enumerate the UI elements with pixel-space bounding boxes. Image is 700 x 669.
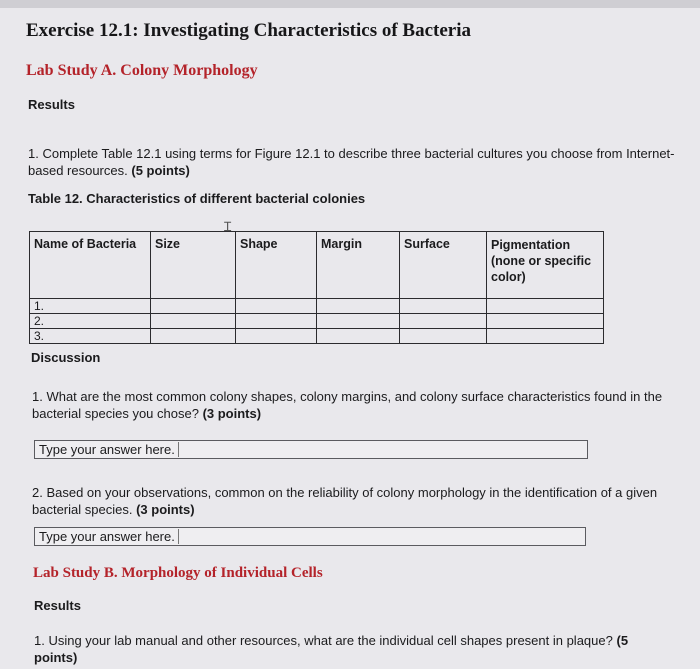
answer-field-1[interactable] [34,440,588,459]
bacteria-table [29,231,604,344]
question-1-text: 1. Complete Table 12.1 using terms for Figure 12.1 to describe three bacterial cultures you choose from Internet-based resources. [28,146,675,178]
header-pigmentation: Pigmentation (none or specific color) [487,232,604,299]
table-row [30,314,604,329]
question-b1-text: 1. Using your lab manual and other resources, what are the individual cell shapes present in plaque? [34,633,613,648]
row-3-label: 3. [30,329,151,344]
discussion-1-points: (3 points) [202,406,262,421]
header-size: Size [151,232,236,299]
page-title: Exercise 12.1: Investigating Characteristics of Bacteria [26,20,471,41]
table-cell[interactable] [236,299,317,314]
question-1-points: (5 points) [131,163,190,178]
question-1-a [28,145,688,179]
lab-study-a-heading: Lab Study A. Colony Morphology [26,62,258,79]
header-surface: Surface [400,232,487,299]
results-label-b: Results [34,598,81,613]
answer-1-placeholder: Type your answer here. [39,442,179,457]
header-margin: Margin [317,232,400,299]
top-edge [0,0,700,8]
header-name-of-bacteria: Name of Bacteria [30,232,151,299]
row-1-label: 1. [30,299,151,314]
discussion-2-points: (3 points) [136,502,195,517]
discussion-label: Discussion [31,350,101,365]
discussion-1-text: 1. What are the most common colony shapes, colony margins, and colony surface characteristics found in the bacterial species you chose? [32,389,663,421]
table-cell[interactable] [317,299,400,314]
discussion-2-text: 2. Based on your observations, common on the reliability of colony morphology in the identification of a given bacterial species. [32,485,658,517]
question-b1-points: (5 points) [34,633,629,665]
table-row [30,329,604,344]
header-shape: Shape [236,232,317,299]
answer-field-2[interactable] [34,527,586,546]
discussion-question-2 [32,484,682,518]
answer-2-placeholder: Type your answer here. [39,529,179,544]
table-cell[interactable] [487,299,604,314]
results-label-a: Results [28,97,75,112]
table-cell[interactable] [487,329,604,344]
table-cell[interactable] [151,299,236,314]
table-row [30,299,604,314]
table-cell[interactable] [400,299,487,314]
table-cell[interactable] [151,314,236,329]
text-cursor-icon: Ɪ [224,219,232,234]
discussion-question-1 [32,388,682,422]
table-cell[interactable] [487,314,604,329]
table-cell[interactable] [317,329,400,344]
table-caption: Table 12. Characteristics of different bacterial colonies [28,191,366,206]
table-header-row [30,232,604,299]
table-cell[interactable] [400,314,487,329]
row-2-label: 2. [30,314,151,329]
table-cell[interactable] [236,314,317,329]
table-cell[interactable] [317,314,400,329]
table-cell[interactable] [236,329,317,344]
table-cell[interactable] [400,329,487,344]
question-1-b [34,632,674,666]
table-cell[interactable] [151,329,236,344]
document-page [0,8,700,669]
lab-study-b-heading: Lab Study B. Morphology of Individual Cells [33,565,323,581]
